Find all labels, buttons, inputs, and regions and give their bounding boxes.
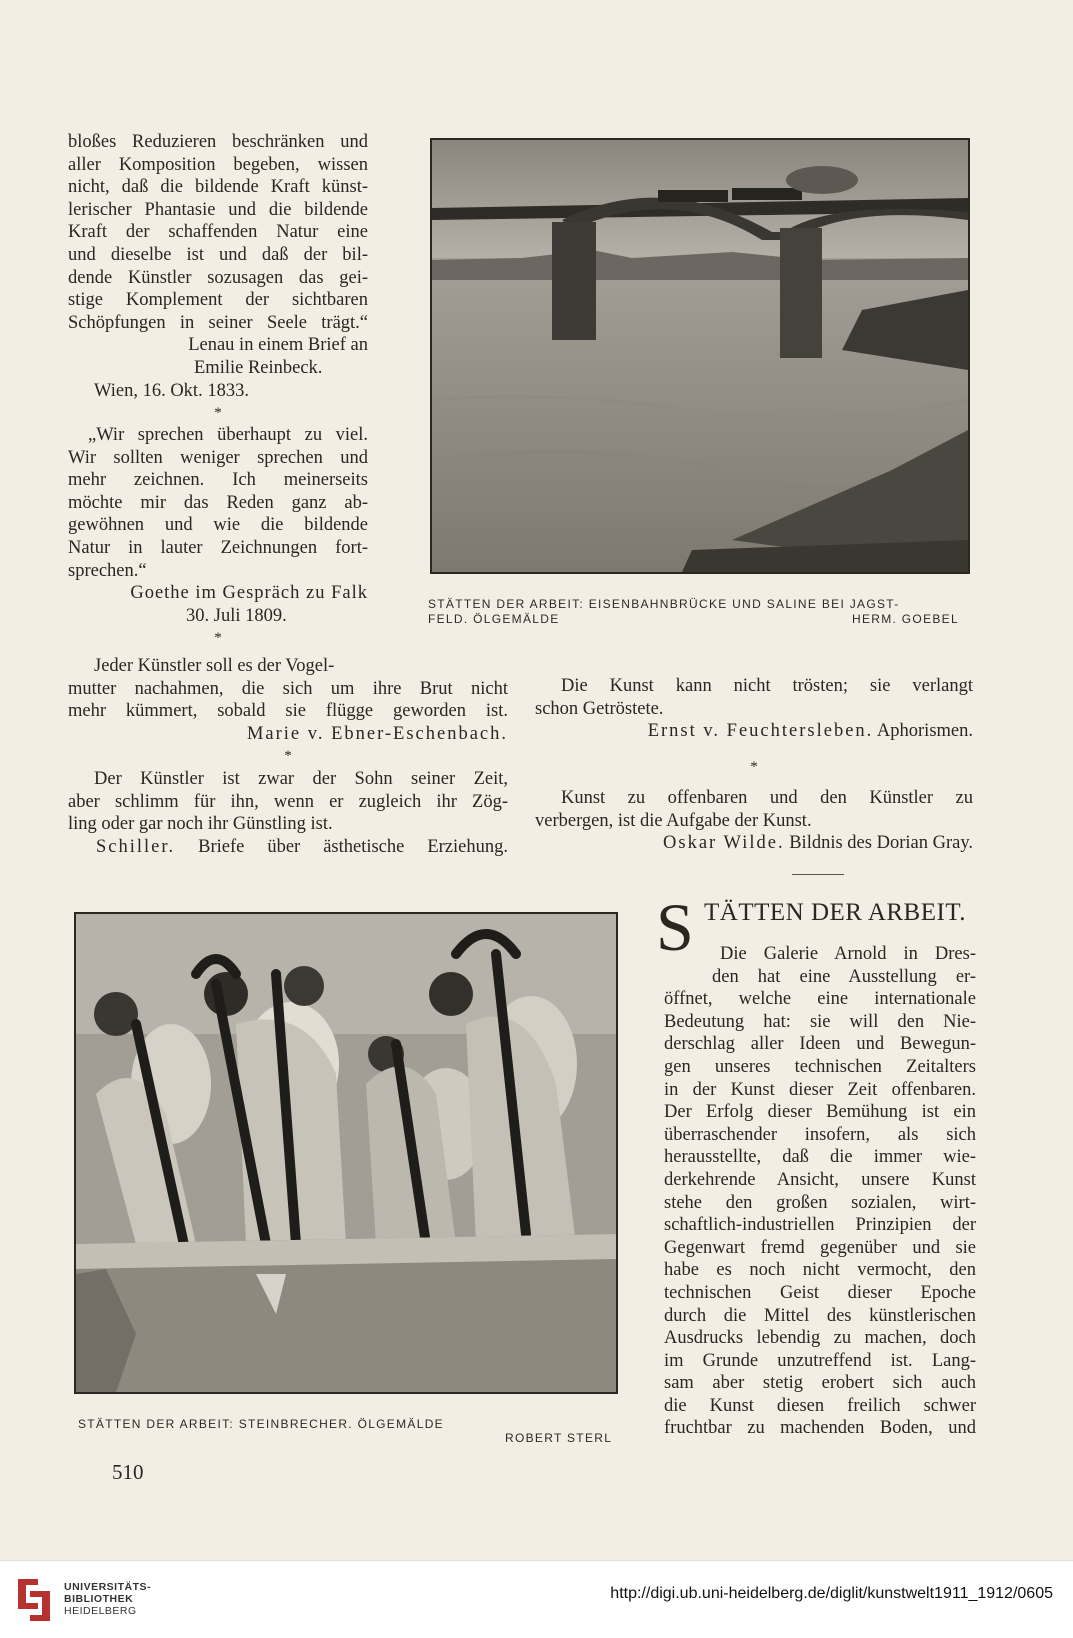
- page-number: 510: [112, 1460, 144, 1484]
- library-name-line: BIBLIOTHEK: [64, 1593, 134, 1605]
- text-line: mehr zeichnen. Ich meinerseits: [68, 470, 368, 491]
- text-line: habe es noch nicht vermocht, den: [664, 1260, 976, 1281]
- text-line: Bedeutung hat: sie will den Nie-: [664, 1011, 976, 1032]
- caption-top-artist: HERM. GOEBEL: [852, 612, 959, 626]
- painting-eisenbahnbruecke: [430, 138, 970, 574]
- source-line: Marie v. Ebner-Eschenbach.: [246, 723, 508, 744]
- text-line: technischen Geist dieser Epoche: [664, 1282, 976, 1303]
- section-star: *: [214, 630, 222, 647]
- source-name: Ernst v. Feuchtersleben.: [647, 721, 874, 742]
- text-line: herausstellte, daß die immer wie-: [664, 1147, 976, 1168]
- source-line: [535, 832, 973, 855]
- text-line: Der Erfolg dieser Bemühung ist ein: [664, 1102, 976, 1123]
- text-line: den hat eine Ausstellung er-: [712, 966, 976, 987]
- source-title: Bildnis des Dorian Gray.: [789, 833, 973, 854]
- text-line: öffnet, welche eine internationale: [664, 989, 976, 1010]
- text-line: aller Komposition begeben, wissen: [68, 154, 368, 175]
- text-line: aber schlimm für ihn, wenn er zugleich ihr Zög-: [68, 791, 508, 812]
- text-line: die Kunst diesen freilich schwer: [664, 1395, 976, 1416]
- source-title: Briefe über ästhetische Erziehung.: [198, 836, 508, 857]
- text-line: lerischer Phantasie und die bildende: [68, 199, 368, 220]
- text-line: überraschender insofern, als sich: [664, 1124, 976, 1145]
- text-line: ling oder gar noch ihr Günstling ist.: [68, 814, 333, 835]
- source-name: Oskar Wilde.: [663, 833, 785, 854]
- source-line: [68, 836, 508, 859]
- text-line: bloßes Reduzieren beschränken und: [68, 132, 368, 152]
- article-title: TÄTTEN DER ARBEIT.: [704, 899, 966, 926]
- library-name[interactable]: [64, 1581, 151, 1617]
- goethe-quote: [68, 424, 368, 650]
- caption-top-line2: FELD. ÖLGEMÄLDE: [428, 612, 560, 626]
- source-line: Goethe im Gespräch zu Falk: [130, 583, 368, 604]
- drop-cap: S: [656, 889, 694, 965]
- library-name-line: HEIDELBERG: [64, 1605, 137, 1617]
- lenau-quote: [68, 131, 368, 425]
- text-line: „Wir sprechen überhaupt zu viel.: [88, 425, 368, 445]
- text-line: Ausdrucks lebendig zu machen, doch: [664, 1328, 976, 1349]
- text-line: Der Künstler ist zwar der Sohn seiner Zeit,: [94, 768, 508, 789]
- text-line: verbergen, ist die Aufgabe der Kunst.: [535, 810, 812, 831]
- section-star: *: [284, 748, 292, 765]
- divider-rule: [792, 874, 844, 875]
- text-line: Gegenwart fremd gegenüber und sie: [664, 1237, 976, 1258]
- text-line: Jeder Künstler soll es der Vogel-: [94, 656, 335, 676]
- text-line: derkehrende Ansicht, unsere Kunst: [664, 1169, 976, 1190]
- source-line: Lenau in einem Brief an: [188, 335, 368, 356]
- caption-top-line1: STÄTTEN DER ARBEIT: EISENBAHNBRÜCKE UND SALINE BEI JAGST-: [428, 597, 900, 611]
- text-line: möchte mir das Reden ganz ab-: [68, 492, 368, 513]
- permalink-url[interactable]: http://digi.ub.uni-heidelberg.de/diglit/kunstwelt1911_1912/0605: [610, 1585, 1053, 1602]
- painting-steinbrecher: [74, 912, 618, 1394]
- text-line: nicht, daß die bildende Kraft künst-: [68, 177, 368, 198]
- text-line: gewöhnen und wie die bildende: [68, 515, 368, 536]
- text-line: stehe den großen sozialen, wirt-: [664, 1192, 976, 1213]
- section-star: *: [750, 759, 758, 775]
- text-line: gen unseres technischen Zeitalters: [664, 1056, 976, 1077]
- text-line: durch die Mittel des künstlerischen: [664, 1305, 976, 1326]
- text-line: in der Kunst dieser Zeit offenbaren.: [664, 1079, 976, 1100]
- text-line: Kunst zu offenbaren und den Künstler zu: [561, 788, 973, 808]
- text-line: schaftlich-industriellen Prinzipien der: [664, 1215, 976, 1236]
- source-title: Aphorismen.: [876, 721, 973, 742]
- source-line: 30. Juli 1809.: [186, 605, 287, 626]
- source-line: Emilie Reinbeck.: [194, 357, 323, 378]
- text-line: stige Komplement der sichtbaren: [68, 290, 368, 311]
- text-line: Schöpfungen in seiner Seele trägt.“: [68, 312, 368, 333]
- source-line: Wien, 16. Okt. 1833.: [94, 380, 249, 401]
- section-star: *: [214, 405, 222, 422]
- text-line: mutter nachahmen, die sich um ihre Brut nicht: [68, 678, 508, 699]
- text-line: schon Getröstete.: [535, 698, 664, 719]
- text-line: im Grunde unzutreffend ist. Lang-: [664, 1350, 976, 1371]
- text-line: mehr kümmert, sobald sie flügge geworden ist.: [68, 701, 508, 722]
- library-name-line: UNIVERSITÄTS-: [64, 1581, 152, 1593]
- text-line: sam aber stetig erobert sich auch: [664, 1373, 976, 1394]
- feuchtersleben-quote: [535, 675, 973, 743]
- footer-bar: [0, 1560, 1073, 1638]
- text-line: Kraft der schaffenden Natur eine: [68, 222, 368, 243]
- text-line: Die Galerie Arnold in Dres-: [720, 944, 976, 964]
- text-line: Wir sollten weniger sprechen und: [68, 447, 368, 468]
- wilde-quote: [535, 787, 973, 855]
- text-line: fruchtbar zu machenden Boden, und: [664, 1418, 976, 1439]
- caption-bottom-artist: ROBERT STERL: [505, 1431, 613, 1445]
- text-line: sprechen.“: [68, 560, 147, 581]
- ebner-quote: [68, 655, 508, 858]
- source-line: [535, 720, 973, 743]
- article-body: [664, 943, 976, 1440]
- text-line: und dieselbe ist und daß der bil-: [68, 244, 368, 265]
- library-logo-icon[interactable]: [12, 1575, 56, 1625]
- source-name: Schiller.: [96, 836, 176, 857]
- text-line: derschlag aller Ideen und Bewegun-: [664, 1034, 976, 1055]
- text-line: Die Kunst kann nicht trösten; sie verlangt: [561, 676, 973, 696]
- text-line: Natur in lauter Zeichnungen fort-: [68, 537, 368, 558]
- text-line: dende Künstler sozusagen das gei-: [68, 267, 368, 288]
- caption-bottom-line1: STÄTTEN DER ARBEIT: STEINBRECHER. ÖLGEMÄLDE: [78, 1417, 444, 1431]
